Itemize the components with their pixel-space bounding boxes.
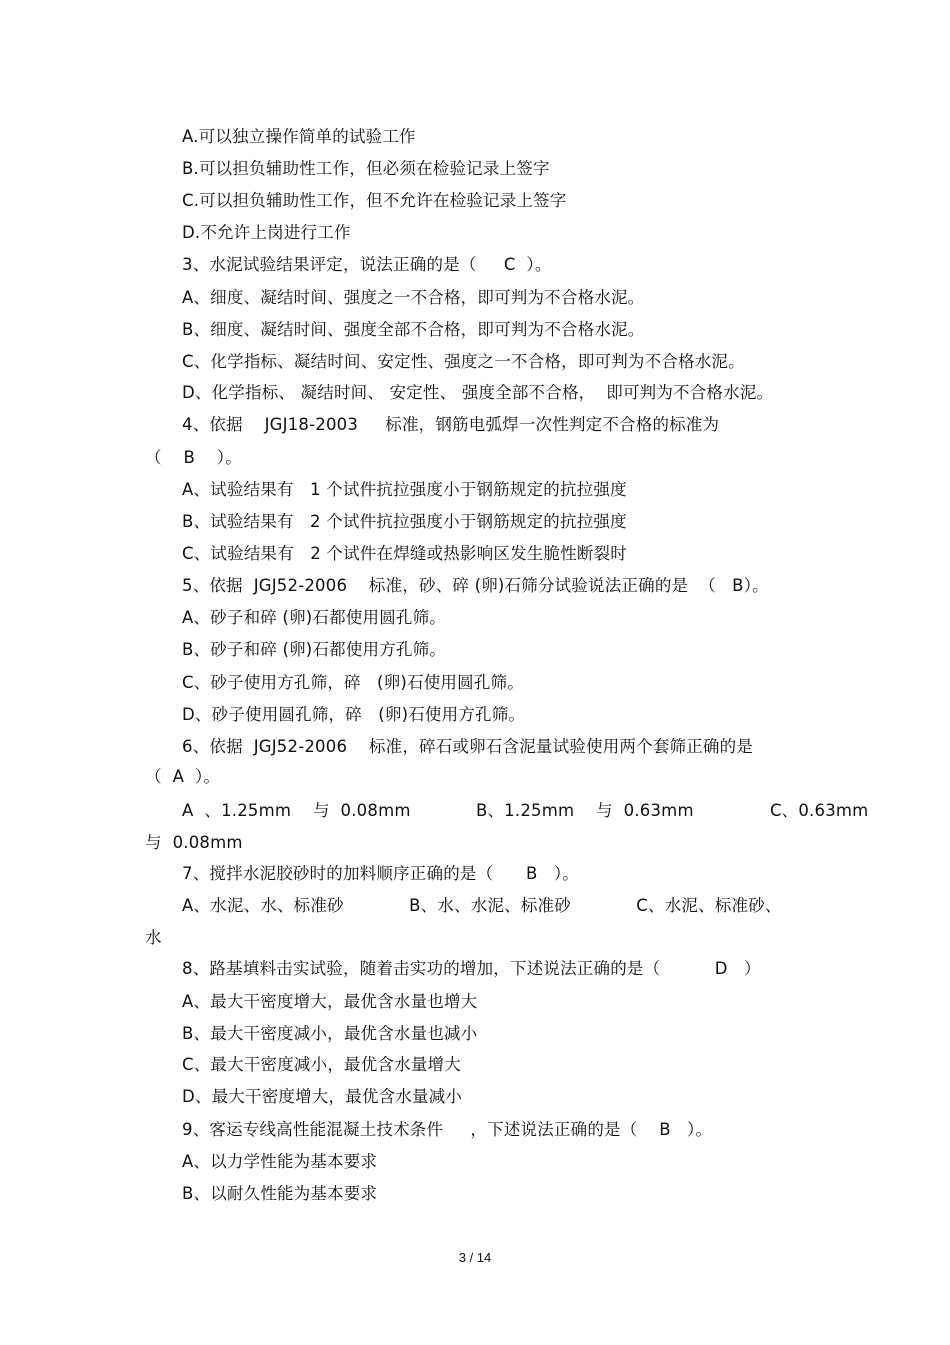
option-line: B.可以担负辅助性工作，但必须在检验记录上签字 (182, 159, 550, 178)
option-line: A、砂子和碎 (卵)石都使用圆孔筛。 (182, 608, 447, 627)
question-line: 9、客运专线高性能混凝土技术条件 ，下述说法正确的是（ B ）。 (182, 1120, 713, 1139)
option-line: D、最大干密度增大，最优含水量减小 (182, 1087, 463, 1106)
option-line: B、细度、凝结时间、强度全部不合格，即可判为不合格水泥。 (182, 320, 645, 339)
option-line: B、最大干密度减小，最优含水量也减小 (182, 1024, 478, 1043)
option-line: B、砂子和碎 (卵)石都使用方孔筛。 (182, 640, 447, 659)
option-line: C、化学指标、凝结时间、安定性、强度之一不合格，即可判为不合格水泥。 (182, 352, 745, 371)
option-line: C.可以担负辅助性工作，但不允许在检验记录上签字 (182, 191, 567, 210)
question-line: 5、依据 JGJ52-2006 标准，砂、碎 (卵)石筛分试验说法正确的是 （ B）。 (182, 576, 769, 595)
option-line: B、以耐久性能为基本要求 (182, 1184, 378, 1203)
option-line: C、最大干密度减小，最优含水量增大 (182, 1055, 461, 1074)
option-line: A 、1.25mm 与 0.08mm B、1.25mm 与 0.63mm C、0.63mm (182, 801, 869, 820)
question-line: 3、水泥试验结果评定，说法正确的是（ C ）。 (182, 255, 552, 274)
option-line: D、砂子使用圆孔筛，碎 (卵)石使用方孔筛。 (182, 705, 526, 724)
option-line: B、试验结果有 2 个试件抗拉强度小于钢筋规定的抗拉强度 (182, 512, 627, 531)
option-line: 与 0.08mm (145, 833, 243, 852)
question-line: （ A ）。 (145, 767, 221, 786)
option-line: A、试验结果有 1 个试件抗拉强度小于钢筋规定的抗拉强度 (182, 480, 627, 499)
option-line: A、最大干密度增大，最优含水量也增大 (182, 992, 478, 1011)
question-line: 4、依据 JGJ18-2003 标准，钢筋电弧焊一次性判定不合格的标准为 (182, 415, 720, 434)
question-line: 8、路基填料击实试验，随着击实功的增加，下述说法正确的是（ D ） (182, 959, 761, 978)
page-number: 3 / 14 (458, 1250, 492, 1265)
question-line: 6、依据 JGJ52-2006 标准，碎石或卵石含泥量试验使用两个套筛正确的是 (182, 737, 754, 756)
question-line: （ B ）。 (145, 448, 242, 467)
option-line: A、水泥、水、标准砂 B、水、水泥、标准砂 C、水泥、标准砂、 (182, 896, 782, 915)
option-line: C、试验结果有 2 个试件在焊缝或热影响区发生脆性断裂时 (182, 544, 627, 563)
option-line: D、化学指标、 凝结时间、 安定性、 强度全部不合格， 即可判为不合格水泥。 (182, 383, 774, 402)
option-line: A、细度、凝结时间、强度之一不合格，即可判为不合格水泥。 (182, 288, 645, 307)
option-line: A、以力学性能为基本要求 (182, 1152, 378, 1171)
option-line: D.不允许上岗进行工作 (182, 223, 351, 242)
question-line: 7、搅拌水泥胶砂时的加料顺序正确的是（ B ）。 (182, 864, 579, 883)
option-line: 水 (145, 928, 162, 947)
option-line: C、砂子使用方孔筛，碎 (卵)石使用圆孔筛。 (182, 673, 524, 692)
option-line: A.可以独立操作简单的试验工作 (182, 127, 416, 146)
